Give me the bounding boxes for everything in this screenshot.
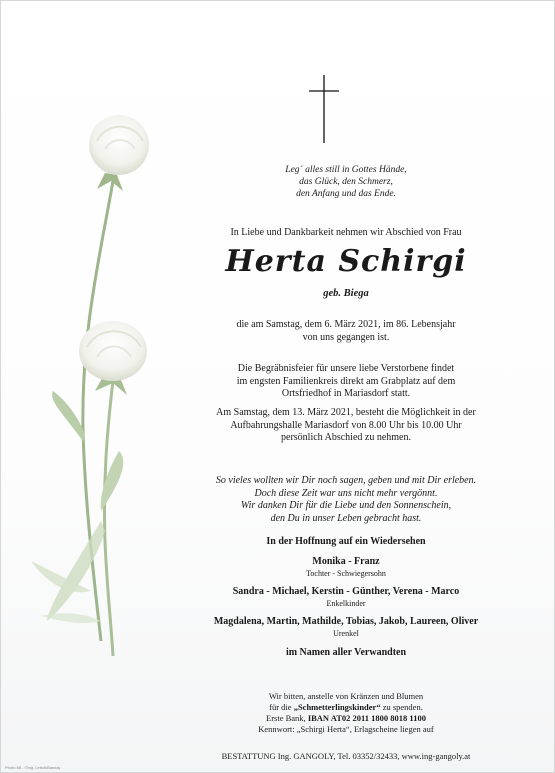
viewing-info xyxy=(151,407,541,445)
opening-poem xyxy=(151,164,541,200)
poem-line: den Anfang und das Ende. xyxy=(296,189,396,199)
poem-line: das Glück, den Schmerz, xyxy=(299,177,393,187)
funeral-line: Die Begräbnisfeier für unsere liebe Verstorbene findet xyxy=(237,363,455,374)
death-notice xyxy=(151,319,541,344)
relatives-line: im Namen aller Verwandten xyxy=(285,647,407,658)
viewing-line: Aufbahrungshalle Mariasdorf von 8.00 Uhr bis 10.00 Uhr xyxy=(230,419,462,431)
farewell-poem xyxy=(151,475,541,525)
family-names: Magdalena, Martin, Mathilde, Tobias, Jakob, Laureen, Oliver xyxy=(213,616,479,627)
poem2-line: Doch diese Zeit war uns nicht mehr vergönnt. xyxy=(254,487,438,499)
poem2-line: Wir danken Dir für die Liebe und den Sonnenschein, xyxy=(240,500,452,511)
birth-name: geb. Biega xyxy=(323,288,369,299)
deceased-name: Herta Schirgi xyxy=(225,244,467,279)
family-role: Urenkel xyxy=(333,629,359,638)
family-names: Sandra - Michael, Kerstin - Günther, Verena - Marco xyxy=(232,586,460,597)
family-role: Tochter - Schwiegersohn xyxy=(306,569,386,578)
funeral-home-footer: BESTATTUNG Ing. GANGOLY, Tel. 03352/32433, www.ing-gangoly.at xyxy=(221,751,471,761)
cross-icon xyxy=(307,75,341,143)
death-line: von uns gegangen ist. xyxy=(302,331,390,343)
donation-line xyxy=(151,713,541,724)
death-line: die am Samstag, dem 6. März 2021, im 86. Lebensjahr xyxy=(236,319,456,330)
family-role: Enkelkinder xyxy=(326,599,366,608)
iban: IBAN AT02 2011 1800 8018 1100 xyxy=(307,713,426,723)
viewing-line: persönlich Abschied zu nehmen. xyxy=(281,432,411,443)
charity-name: „Schmetterlingskinder“ xyxy=(293,702,381,712)
intro-text: In Liebe und Dankbarkeit nehmen wir Abschied von Frau xyxy=(230,227,462,238)
white-rose-illustration xyxy=(1,101,176,661)
funeral-info xyxy=(151,363,541,401)
funeral-line: Ortsfriedhof in Mariasdorf statt. xyxy=(281,388,411,399)
funeral-line: im engsten Familienkreis direkt am Grabplatz auf dem xyxy=(236,375,456,387)
poem2-line: So vieles wollten wir Dir noch sagen, geben und mit Dir erleben. xyxy=(215,475,477,486)
donation-request xyxy=(151,691,541,735)
bank-name: Erste Bank, xyxy=(266,713,306,723)
viewing-line: Am Samstag, dem 13. März 2021, besteht die Möglichkeit in der xyxy=(216,407,476,418)
donation-line: Wir bitten, anstelle von Kränzen und Blumen xyxy=(268,691,424,701)
poem2-line: den Du in unser Leben gebracht hast. xyxy=(270,512,422,524)
photo-credit: Photo 68 - ©Ing. Leitch/Barclay xyxy=(5,765,61,770)
family-names: Monika - Franz xyxy=(312,556,380,567)
donation-line: Kennwort: „Schirgi Herta“, Erlagscheine liegen auf xyxy=(258,724,434,734)
poem-line: Leg´ alles still in Gottes Hände, xyxy=(285,165,407,175)
donation-line xyxy=(151,702,541,713)
hope-heading: In der Hoffnung auf ein Wiedersehen xyxy=(266,536,426,547)
donation-text: für die xyxy=(269,702,292,712)
donation-text: zu spenden. xyxy=(382,702,423,712)
